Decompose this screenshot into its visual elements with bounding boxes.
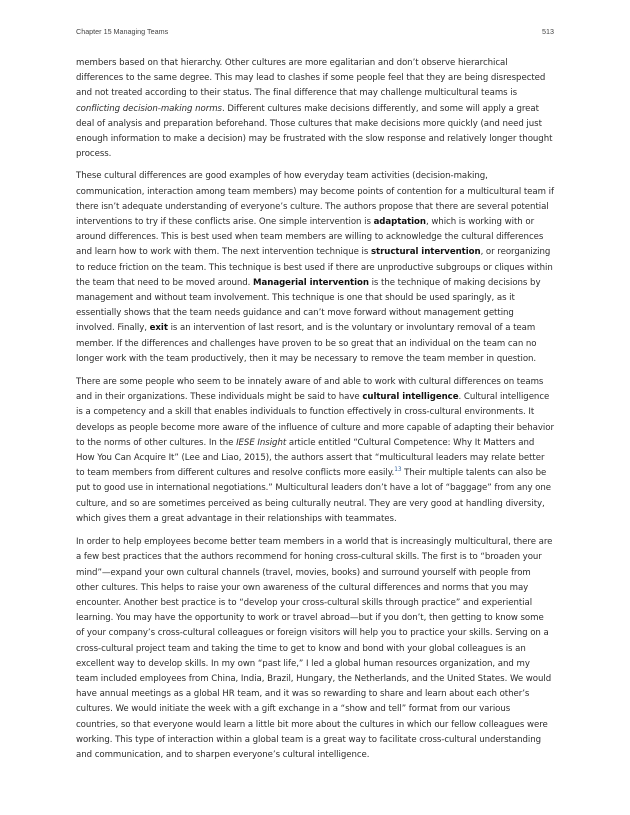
paragraph-1 xyxy=(76,56,554,162)
paragraph-1-text-1: members based on that hierarchy. Other cultures are more egalitarian and don’t observe hierarchical differences to the same degree. This may lead to clashes if some people feel that they are being disrespected and not treated according to their status. The final difference that may challenge multicultural teams is xyxy=(76,58,546,99)
paragraph-3 xyxy=(76,375,554,527)
page-number: 513 xyxy=(542,27,554,36)
running-header xyxy=(76,27,554,36)
key-term-adaptation: adaptation xyxy=(373,217,426,228)
paragraph-2-text-3: , or reorganizing to reduce friction on the team. This technique is best used if there are unproductive subgroups or cliques within the team that need to be moved around. xyxy=(76,247,553,288)
paragraph-3-text-2: . Cultural intelligence is a competency and a skill that enables individuals to function effectively in cross-cultural environments. It develops as people become more aware of the influence of culture and more capable of adapting their behavior to the norms of other cultures. In the xyxy=(76,392,554,448)
chapter-title: Chapter 15 Managing Teams xyxy=(76,27,169,36)
body-text xyxy=(76,56,554,771)
paragraph-1-text-2: . Different cultures make decisions differently, and some will apply a great deal of analysis and preparation beforehand. Those cultures that make decisions more quickly (and need just enough information to make a decision) may be frustrated with the slow response and relatively longer thought process. xyxy=(76,103,553,160)
paragraph-4-text: In order to help employees become better team members in a world that is increasingly multicultural, there are a few best practices that the authors recommend for honing cross-cultural skills. The first is to “broaden your mind”—expand your own cultural channels (travel, movies, books) and surround yourself with people from other cultures. This helps to raise your own awareness of the cultural differences and norms that you may encounter. Another best practice is to “develop your cross-cultural skills through practice” and experiential learning. You may have the opportunity to work or travel abroad—but if you don’t, then getting to know some of your company’s cross-cultural colleagues or foreign visitors will help you to practice your skills. Serving on a cross-cultural project team and taking the time to get to know and bond with your global colleagues is an excellent way to develop skills. In my own “past life,” I led a global human resources organization, and my team included employees from China, India, Brazil, Hungary, the Netherlands, and the United States. We would have annual meetings as a global HR team, and it was so rewarding to share and learn about each other’s cultures. We would initiate the week with a gift exchange in a “show and tell” format from our various countries, so that everyone would learn a little bit more about the cultures in which our fellow colleagues were working. This type of interaction within a global team is a great way to facilitate cross-cultural understanding and communication, and to sharpen everyone’s cultural intelligence. xyxy=(76,537,553,760)
key-term-managerial-intervention: Managerial intervention xyxy=(253,277,369,288)
key-term-cultural-intelligence: cultural intelligence xyxy=(362,392,459,403)
key-term-exit: exit xyxy=(149,323,168,334)
paragraph-3-text-1: There are some people who seem to be innately aware of and able to work with cultural differences on teams and in their organizations. These individuals might be said to have xyxy=(76,377,544,403)
paragraph-4 xyxy=(76,535,554,763)
paragraph-3-text-3: article entitled “Cultural Competence: Why It Matters and How You Can Acquire It” (Lee and Liao, 2015), the authors assert that “multicultural leaders may relate better to team members from different cultures and resolve conflicts more easily. xyxy=(76,437,545,479)
key-term-structural-intervention: structural intervention xyxy=(370,247,481,258)
paragraph-2-text-1: These cultural differences are good examples of how everyday team activities (decision-making, communication, interaction among team members) may become points of contention for a multicultural team if there isn’t adequate understanding of everyone’s culture. The authors propose that there are several potential interventions to try if these conflicts arise. One simple intervention is xyxy=(76,171,554,228)
paragraph-2-text-4: is the technique of making decisions by management and without team involvement. This technique is one that should be used sparingly, as it essentially shows that the team needs guidance and can’t move forward without management getting involved. Finally, xyxy=(76,277,541,334)
term-conflicting-decision-making-norms: conflicting decision-making norms xyxy=(76,103,222,114)
footnote-reference-link[interactable]: 13 xyxy=(394,467,402,474)
publication-iese-insight: IESE Insight xyxy=(236,437,287,448)
paragraph-2-text-5: is an intervention of last resort, and is the voluntary or involuntary removal of a team member. If the differences and challenges have proven to be so great that an individual on the team can no longer work with the team productively, then it may be necessary to remove the team member in question. xyxy=(76,323,537,364)
paragraph-2 xyxy=(76,169,554,367)
paragraph-2-text-2: , which is working with or around differences. This is best used when team members are willing to acknowledge the cultural differences and learn how to work with them. The next intervention technique is xyxy=(76,217,544,258)
paragraph-3-text-4: Their multiple talents can also be put to good use in international negotiations.” Multicultural leaders don’t have a lot of “baggage” from any one culture, and so are sometimes perceived as being culturally neutral. They are very good at handling diversity, which gives them a great advantage in their relationships with teammates. xyxy=(76,468,552,524)
